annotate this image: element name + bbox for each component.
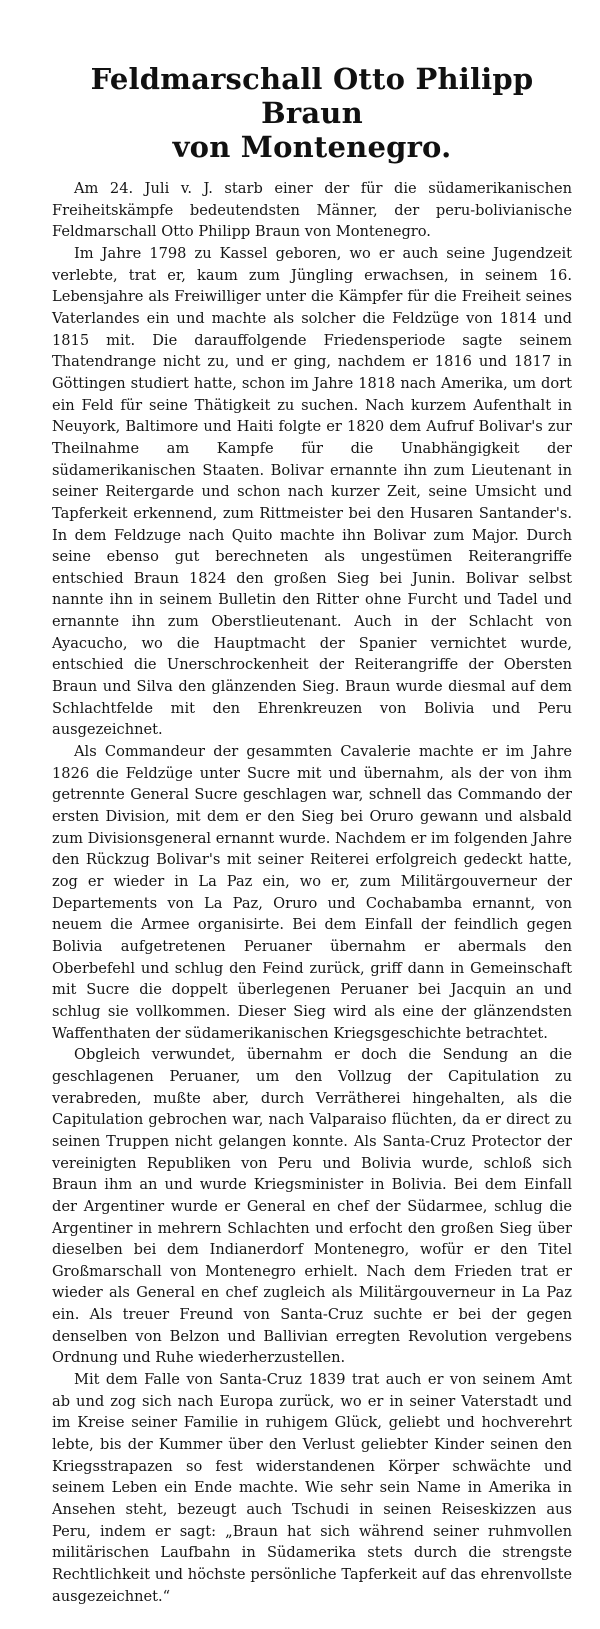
article-title-line-1: Feldmarschall Otto Philipp Braun — [90, 62, 534, 130]
article-title-line-2: von Montenegro. — [172, 130, 452, 164]
article-body — [52, 178, 572, 1607]
article-paragraph-1: Am 24. Juli v. J. starb einer der für die südamerikanischen Freiheitskämpfe bedeutendsten Männer, der peru-bolivianische Feldmarschall Otto Philipp Braun von Montenegro. — [52, 180, 572, 241]
article-paragraph-4: Obgleich verwundet, übernahm er doch die Sendung an die geschlagenen Peruaner, um den Vollzug der Capitulation zu verabreden, mußte aber, durch Verrätherei hingehalten, als die Capitulation gebrochen war, nach Valparaiso flüchten, da er direct zu seinen Truppen nicht gelangen konnte. Als Santa-Cruz Protector der vereinigten Republiken von Peru und Bolivia wurde, schloß sich Braun ihm an und wurde Kriegsminister in Bolivia. Bei dem Einfall der Argentiner wurde er General en chef der Südarmee, schlug die Argentiner in mehrern Schlachten und erfocht den großen Sieg über dieselben bei dem Indianerdorf Montenegro, wofür er den Titel Großmarschall von Montenegro erhielt. Nach dem Frieden trat er wieder als General en chef zugleich als Militärgouverneur in La Paz ein. Als treuer Freund von Santa-Cruz suchte er bei der gegen denselben von Belzon und Ballivian erregten Revolution vergebens Ordnung und Ruhe wiederherzustellen. — [52, 1046, 572, 1367]
article-paragraph-5: Mit dem Falle von Santa-Cruz 1839 trat auch er von seinem Amt ab und zog sich nach Europa zurück, wo er in seiner Vaterstadt und im Kreise seiner Familie in ruhigem Glück, geliebt und hochverehrt lebte, bis der Kummer über den Verlust geliebter Kinder seinen den Kriegsstrapazen so fest widerstandenen Körper schwächte und seinem Leben ein Ende machte. Wie sehr sein Name in Amerika in Ansehen steht, bezeugt auch Tschudi in seinen Reiseskizzen aus Peru, indem er sagt: „Braun hat sich während seiner ruhmvollen militärischen Laufbahn in Südamerika stets durch die strengste Rechtlichkeit und höchste persönliche Tapferkeit auf das ehrenvollste ausgezeichnet.“ — [52, 1371, 572, 1605]
article-paragraph-2: Im Jahre 1798 zu Kassel geboren, wo er auch seine Jugendzeit verlebte, trat er, kaum zum Jüngling erwachsen, in seinem 16. Lebensjahre als Freiwilliger unter die Kämpfer für die Freiheit seines Vaterlandes ein und machte als solcher die Feldzüge von 1814 und 1815 mit. Die darauffolgende Friedensperiode sagte seinem Thatendrange nicht zu, und er ging, nachdem er 1816 und 1817 in Göttingen studiert hatte, schon im Jahre 1818 nach Amerika, um dort ein Feld für seine Thätigkeit zu suchen. Nach kurzem Aufenthalt in Neuyork, Baltimore und Haiti folgte er 1820 dem Aufruf Bolivar's zur Theilnahme am Kampfe für die Unabhängigkeit der südamerikanischen Staaten. Bolivar ernannte ihn zum Lieutenant in seiner Reitergarde und schon nach kurzer Zeit, seine Umsicht und Tapferkeit erkennend, zum Rittmeister bei den Husaren Santander's. In dem Feldzuge nach Quito machte ihn Bolivar zum Major. Durch seine ebenso gut berechneten als ungestümen Reiterangriffe entschied Braun 1824 den großen Sieg bei Junin. Bolivar selbst nannte ihn in seinem Bulletin den Ritter ohne Furcht und Tadel und ernannte ihn zum Oberstlieutenant. Auch in der Schlacht von Ayacucho, wo die Hauptmacht der Spanier vernichtet wurde, entschied die Unerschrockenheit der Reiterangriffe der Obersten Braun und Silva den glänzenden Sieg. Braun wurde diesmal auf dem Schlachtfelde mit den Ehrenkreuzen von Bolivia und Peru ausgezeichnet. — [52, 244, 572, 739]
article-paragraph-3: Als Commandeur der gesammten Cavalerie machte er im Jahre 1826 die Feldzüge unter Sucre mit und übernahm, als der von ihm getrennte General Sucre geschlagen war, schnell das Commando der ersten Division, mit dem er den Sieg bei Oruro gewann und alsbald zum Divisionsgeneral ernannt wurde. Nachdem er im folgenden Jahre den Rückzug Bolivar's mit seiner Reiterei erfolgreich gedeckt hatte, zog er wieder in La Paz ein, wo er, zum Militärgouverneur der Departements von La Paz, Oruro und Cochabamba ernannt, von neuem die Armee organisirte. Bei dem Einfall der feindlich gegen Bolivia aufgetretenen Peruaner übernahm er abermals den Oberbefehl und schlug den Feind zurück, griff dann in Gemeinschaft mit Sucre die doppelt überlegenen Peruaner bei Jacquin an und schlug sie vollkommen. Dieser Sieg wird als eine der glänzendsten Waffenthaten der südamerikanischen Kriegsgeschichte betrachtet. — [52, 743, 572, 1042]
article-title — [52, 62, 572, 164]
